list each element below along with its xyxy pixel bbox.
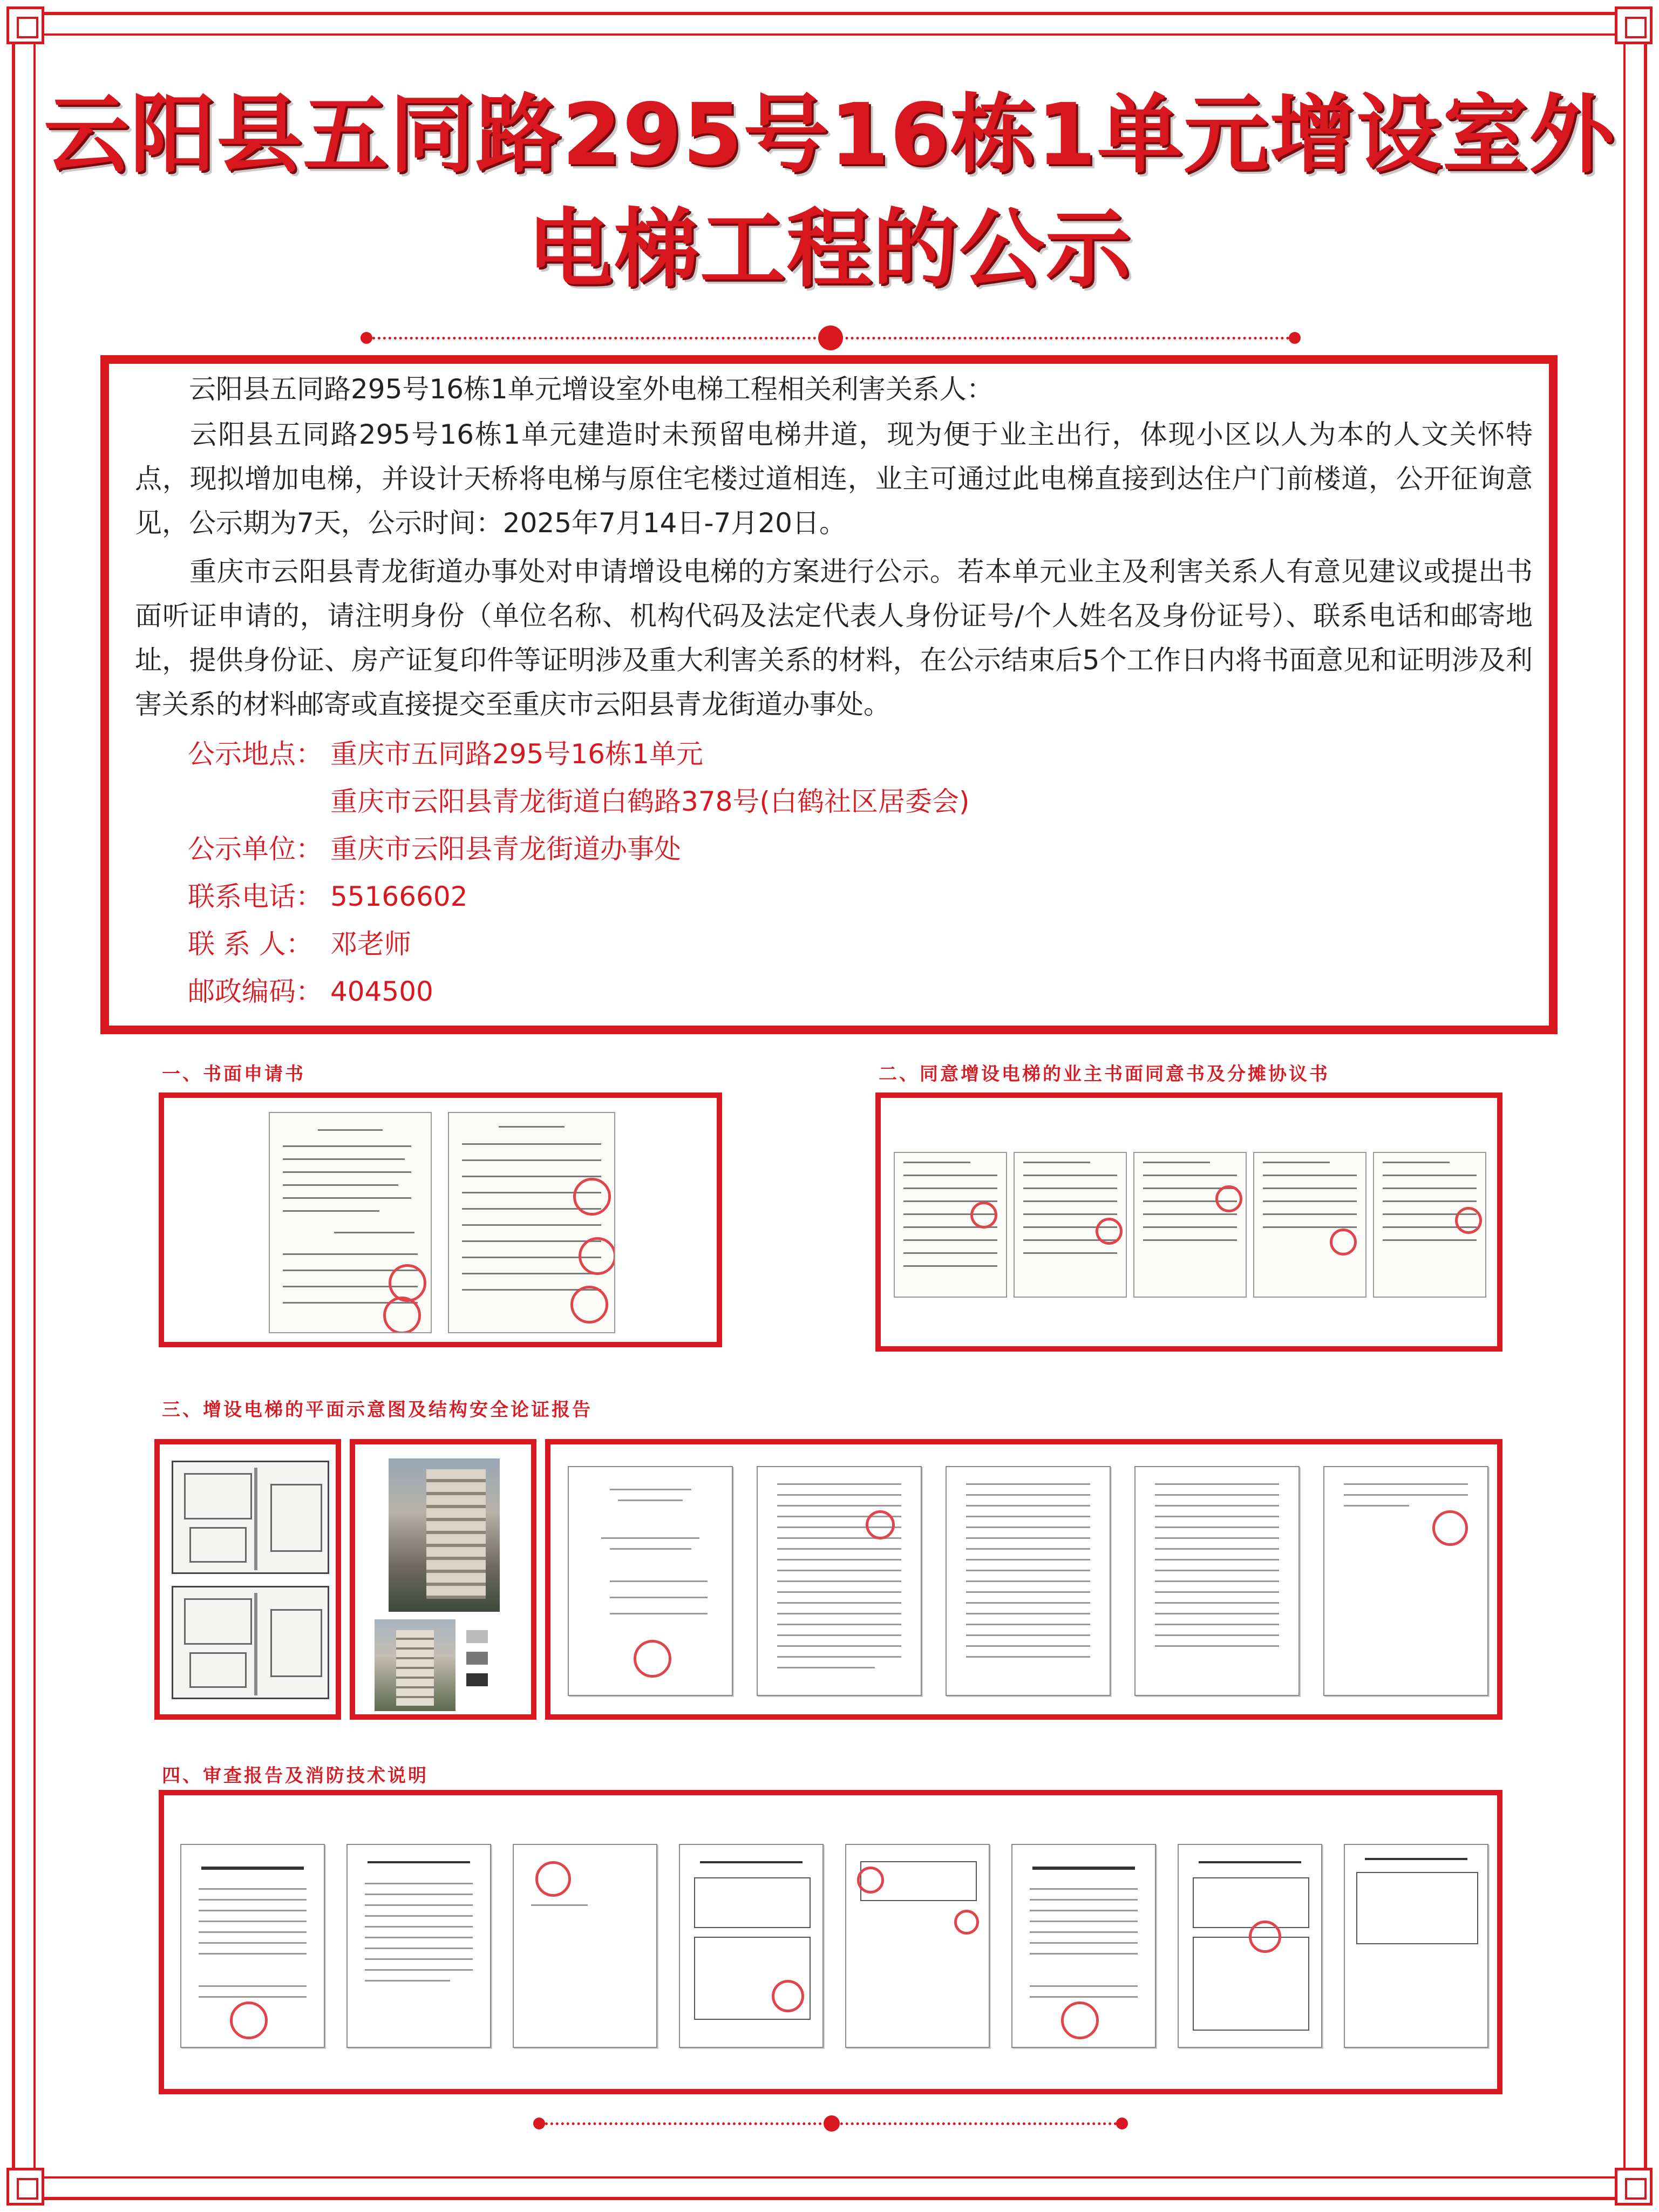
- notice-salutation: 云阳县五同路295号16栋1单元增设室外电梯工程相关利害关系人：: [189, 374, 994, 405]
- review-page: [1344, 1844, 1488, 2048]
- application-photo: [448, 1112, 615, 1333]
- corner-ornament: [6, 2168, 44, 2206]
- consent-form-photo: [1133, 1152, 1247, 1298]
- review-page: [513, 1844, 657, 2048]
- notice-paragraph-1: 云阳县五同路295号16栋1单元建造时未预留电梯井道，现为便于业主出行，体现小区以人为本的人文关怀特点，现拟增加电梯，并设计天桥将电梯与原住宅楼过道相连，业主可通过此电梯直接到达住户门前楼道，公开征询意见，公示期为7天，公示时间：2025年7月14日-7月20日。: [135, 419, 1533, 539]
- site-plan-drawing: [172, 1586, 329, 1699]
- contact-value: 邓老师: [330, 928, 411, 960]
- phone-value: 55166602: [330, 881, 468, 912]
- postcode-label: 邮政编码：: [188, 976, 323, 1007]
- review-page: [845, 1844, 990, 2048]
- review-page: [180, 1844, 325, 2048]
- corner-ornament: [1615, 2168, 1653, 2206]
- report-page: [568, 1466, 733, 1696]
- location-1: 重庆市五同路295号16栋1单元: [330, 738, 703, 770]
- building-photo: [375, 1619, 455, 1711]
- section-3-photo-box: [350, 1439, 536, 1720]
- section-3-report-box: [545, 1439, 1502, 1720]
- location-2: 重庆市云阳县青龙街道白鹤路378号(白鹤社区居委会): [330, 786, 970, 817]
- unit-label: 公示单位：: [188, 833, 323, 865]
- section-4-box: [159, 1790, 1502, 2094]
- site-plan-drawing: [172, 1461, 329, 1574]
- unit-value: 重庆市云阳县青龙街道办事处: [330, 833, 681, 865]
- application-photo: [269, 1112, 432, 1333]
- review-page: [1178, 1844, 1322, 2048]
- section-1-title: 一、书面申请书: [162, 1063, 305, 1085]
- review-page: [1011, 1844, 1156, 2048]
- building-photo: [389, 1458, 500, 1612]
- location-label: 公示地点：: [188, 738, 323, 770]
- section-3-plan-box: [154, 1439, 341, 1720]
- consent-form-photo: [894, 1152, 1007, 1298]
- report-page: [1323, 1466, 1488, 1696]
- review-page: [346, 1844, 491, 2048]
- page-title-line-1: 云阳县五同路295号16栋1单元增设室外: [44, 85, 1615, 185]
- section-4-title: 四、审查报告及消防技术说明: [162, 1765, 429, 1787]
- corner-ornament: [6, 6, 44, 44]
- page-title-line-2: 电梯工程的公示: [527, 200, 1132, 299]
- contact-label: 联 系 人：: [188, 928, 313, 960]
- notice-paragraph-2: 重庆市云阳县青龙街道办事处对申请增设电梯的方案进行公示。若本单元业主及利害关系人有意见建议或提出书面听证申请的，请注明身份（单位名称、机构代码及法定代表人身份证号/个人姓名及身份证号）、联系电话和邮寄地址，提供身份证、房产证复印件等证明涉及重大利害关系的材料，在公示结束后5个工作日内将书面意见和证明涉及利害关系的材料邮寄或直接提交至重庆市云阳县青龙街道办事处。: [135, 556, 1533, 720]
- section-2-title: 二、同意增设电梯的业主书面同意书及分摊协议书: [879, 1063, 1330, 1085]
- review-page: [679, 1844, 824, 2048]
- consent-form-photo: [1014, 1152, 1127, 1298]
- section-2-box: [875, 1093, 1502, 1352]
- legend-panel: [461, 1619, 520, 1711]
- report-page: [1134, 1466, 1300, 1696]
- consent-form-photo: [1253, 1152, 1366, 1298]
- postcode-value: 404500: [330, 976, 433, 1007]
- consent-form-photo: [1373, 1152, 1486, 1298]
- report-page: [946, 1466, 1111, 1696]
- report-page: [757, 1466, 922, 1696]
- phone-label: 联系电话：: [188, 881, 323, 912]
- section-3-title: 三、增设电梯的平面示意图及结构安全论证报告: [162, 1399, 593, 1421]
- section-1-box: [159, 1093, 722, 1347]
- corner-ornament: [1615, 6, 1653, 44]
